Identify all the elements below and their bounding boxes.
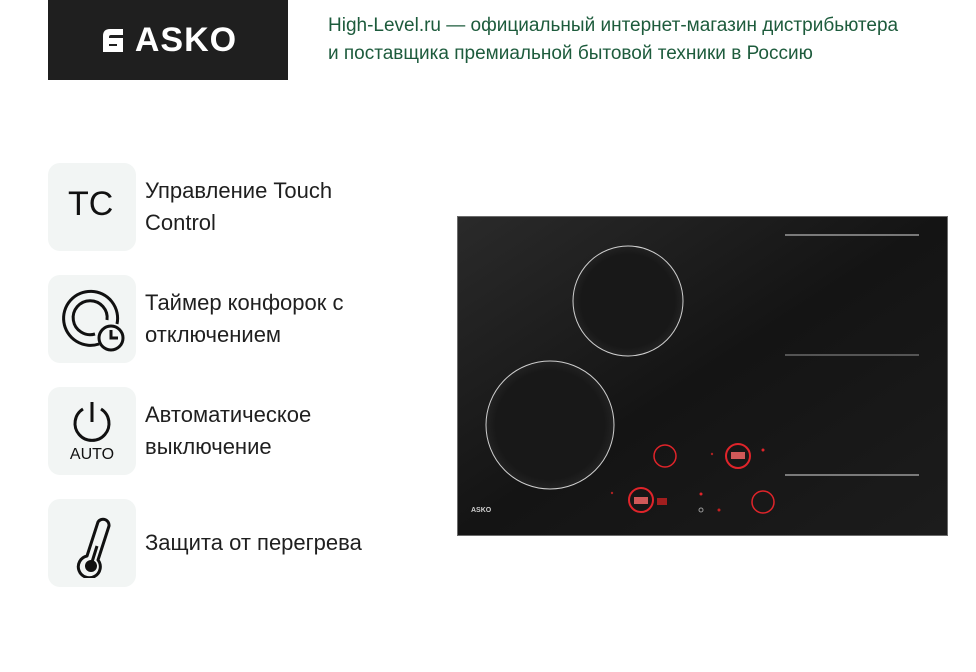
header-tagline [328,12,948,68]
feature-label-line: Control [145,210,216,235]
indicator-dot [762,449,765,452]
touch-control-icon [48,163,136,251]
feature-label-line: выключение [145,434,272,459]
touch-control-icon-text: TC [68,185,114,223]
feature-label-auto-off [145,399,405,463]
feature-timer [48,275,428,363]
hob-logo: ASKO [471,507,492,514]
cooking-zone-front-left [486,361,614,489]
asko-logo[interactable] [48,0,288,80]
indicator-dot [718,509,721,512]
feature-label-line: Управление Touch [145,178,333,203]
timer-icon [48,275,136,363]
feature-label-touch-control [145,175,405,239]
auto-icon-text: AUTO [69,446,115,463]
feature-overheat-protection [48,499,428,587]
display-digits [731,452,745,459]
display-digits [634,497,648,504]
feature-label-line: Защита от перегрева [145,530,362,555]
feature-label-timer [145,287,405,351]
indicator-dot [611,492,613,494]
tagline-line-1: High-Level.ru — официальный интернет-магазин дистрибьютера [328,15,899,36]
logo-text: ASKO [134,20,238,59]
indicator-dot [711,453,713,455]
indicator-dot [700,493,703,496]
feature-touch-control [48,163,428,251]
induction-hob [457,216,948,536]
feature-label-line: Таймер конфорок с [145,290,344,315]
feature-label-line: отключением [145,322,282,347]
feature-label-line: Автоматическое [145,402,312,427]
timer-display [657,498,667,505]
tagline-line-2: и поставщика премиальной бытовой техники в Россию [328,43,813,64]
feature-label-overheat [145,527,405,559]
product-hob-image [457,216,948,536]
thermometer-icon [48,499,136,587]
auto-power-off-icon [48,387,136,475]
feature-auto-off [48,387,428,475]
cooking-zone-rear [573,246,683,356]
asko-logo-mark-icon [99,26,127,54]
